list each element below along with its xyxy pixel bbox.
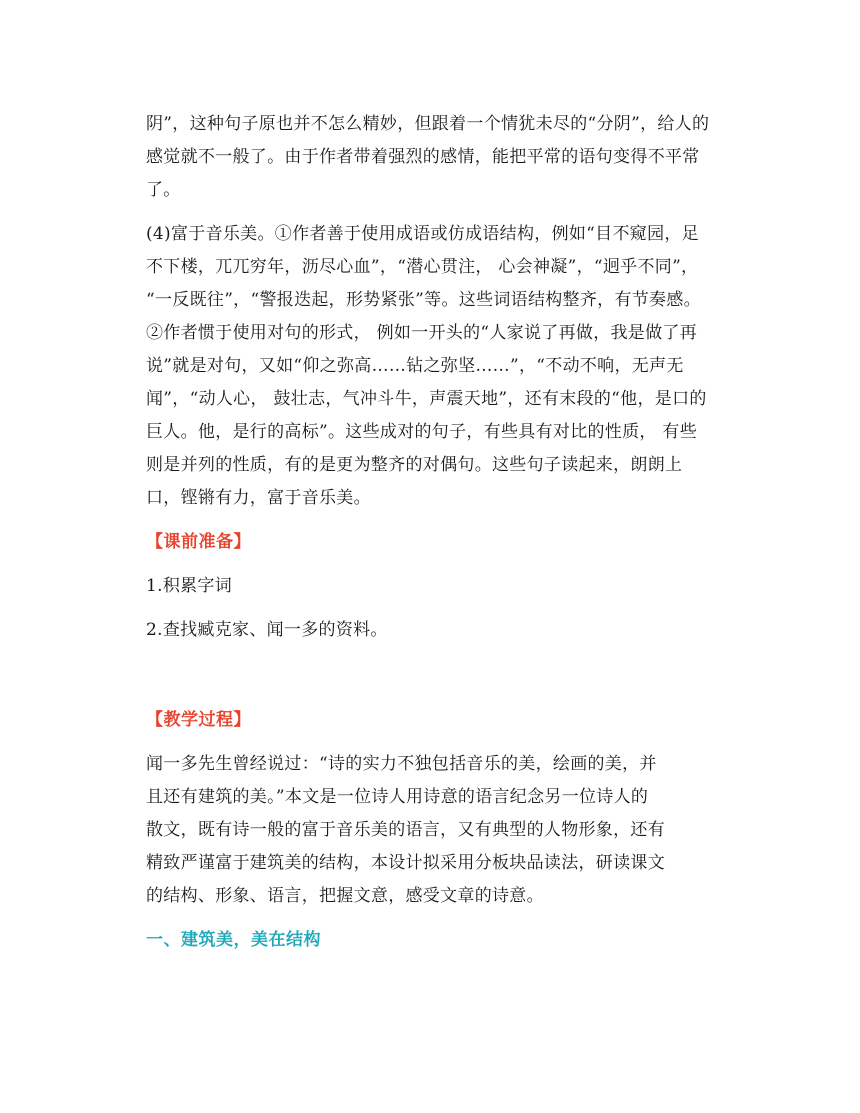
text-line: 精致严谨富于建筑美的结构，本设计拟采用分板块品读法，研读课文 <box>146 853 665 873</box>
text-line: 散文，既有诗一般的富于音乐美的语言，又有典型的人物形象，还有 <box>146 820 665 840</box>
text-line: 感觉就不一般了。由于作者带着强烈的感情，能把平常的语句变得不平常 <box>146 147 700 167</box>
text-line: “一反既往”，“警报迭起，形势紧张”等。这些词语结构整齐，有节奏感。 <box>146 290 701 310</box>
text-line: 口，铿锵有力，富于音乐美。 <box>146 488 371 508</box>
text-line: ②作者惯于使用对句的形式， 例如一开头的“人家说了再做，我是做了再 <box>146 323 697 343</box>
prep-item: 1.积累字词 <box>146 576 233 596</box>
text-line: 且还有建筑的美。”本文是一位诗人用诗意的语言纪念另一位诗人的 <box>146 787 649 807</box>
text-line: 了。 <box>146 180 181 200</box>
text-line: 巨人。他，是行的高标”。这些成对的句子，有些具有对比的性质， 有些 <box>146 422 697 442</box>
text-line: 不下楼，兀兀穷年，沥尽心血”，“潜心贯注， 心会神凝”，“迥乎不同”， <box>146 257 699 277</box>
text-line: (4)富于音乐美。①作者善于使用成语或仿成语结构，例如“目不窥园，足 <box>146 224 699 244</box>
section-heading-preparation: 【课前准备】 <box>146 532 251 552</box>
document-page <box>146 108 726 957</box>
text-line: 闻一多先生曾经说过：“诗的实力不独包括音乐的美，绘画的美，并 <box>146 754 657 774</box>
prep-item: 2.查找臧克家、闻一多的资料。 <box>146 620 388 640</box>
paragraph-sentence-feeling <box>146 108 726 207</box>
paragraph-music-beauty <box>146 218 726 515</box>
text-line: 的结构、形象、语言，把握文意，感受文章的诗意。 <box>146 886 544 906</box>
subheading-architecture-beauty: 一、建筑美，美在结构 <box>146 930 321 950</box>
text-line: 说”就是对句，又如“仰之弥高……钻之弥坚……”，“不动不响，无声无 <box>146 356 684 376</box>
text-line: 则是并列的性质，有的是更为整齐的对偶句。这些句子读起来，朗朗上 <box>146 455 683 475</box>
section-heading-teaching-process: 【教学过程】 <box>146 710 251 730</box>
text-line: 阴”，这种句子原也并不怎么精妙，但跟着一个情犹未尽的“分阴”，给人的 <box>146 114 710 134</box>
paragraph-teaching-intro <box>146 748 726 913</box>
text-line: 闻”，“动人心， 鼓壮志，气冲斗牛，声震天地”，还有末段的“他，是口的 <box>146 389 707 409</box>
